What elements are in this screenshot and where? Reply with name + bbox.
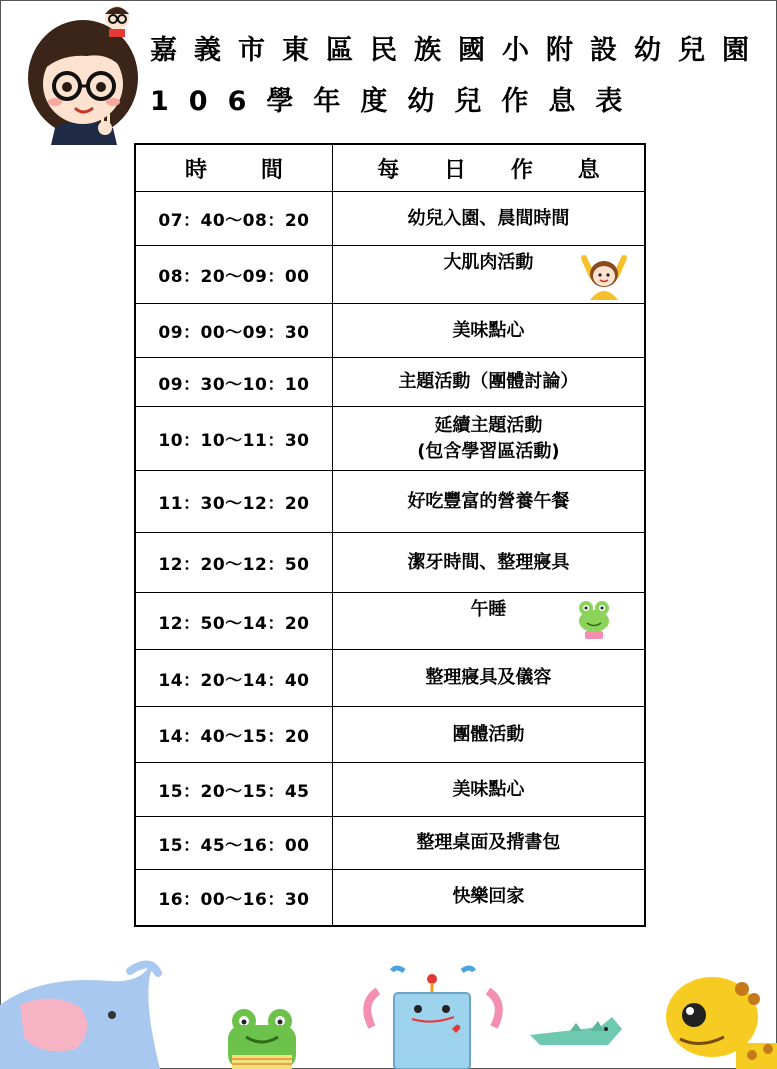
- table-row: [135, 650, 645, 707]
- activity-cell: 整理寢具及儀容: [332, 650, 645, 707]
- table-row: [135, 246, 645, 304]
- time-cell: 12：20～12：50: [135, 533, 332, 593]
- waving-girl-icon: [578, 254, 630, 300]
- activity-cell: 好吃豐富的營養午餐: [332, 471, 645, 533]
- table-row: [135, 817, 645, 870]
- time-cell: 07：40～08：20: [135, 192, 332, 246]
- bottom-animals-illustration: [0, 945, 777, 1069]
- activity-cell: 快樂回家: [332, 870, 645, 926]
- activity-cell: 美味點心: [332, 304, 645, 358]
- table-row: [135, 707, 645, 763]
- time-cell: 10：10～11：30: [135, 407, 332, 471]
- green-frog-icon: [228, 1009, 296, 1069]
- header: [150, 30, 766, 123]
- giraffe-icon: [666, 977, 777, 1069]
- time-cell: 16：00～16：30: [135, 870, 332, 926]
- cartoon-girl-glasses-icon: [25, 0, 150, 145]
- schedule-table: [134, 143, 646, 927]
- table-header-row: [135, 144, 645, 192]
- table-row: [135, 593, 645, 650]
- time-cell: 14：40～15：20: [135, 707, 332, 763]
- page-title: 嘉義市東區民族國小附設幼兒園: [150, 35, 766, 66]
- activity-cell: [332, 246, 645, 304]
- time-cell: 15：20～15：45: [135, 763, 332, 817]
- time-cell: 15：45～16：00: [135, 817, 332, 870]
- activity-cell: 潔牙時間、整理寢具: [332, 533, 645, 593]
- activity-cell: 幼兒入園、晨間時間: [332, 192, 645, 246]
- elephant-icon: [0, 962, 160, 1069]
- robot-icon: [367, 968, 499, 1069]
- activity-text: 大肌肉活動: [443, 252, 534, 273]
- activity-cell: 主題活動（團體討論）: [332, 358, 645, 407]
- time-cell: 12：50～14：20: [135, 593, 332, 650]
- time-cell: 09：30～10：10: [135, 358, 332, 407]
- activity-cell: 美味點心: [332, 763, 645, 817]
- frog-icon: [576, 599, 612, 641]
- activity-cell: [332, 593, 645, 650]
- crocodile-icon: [530, 1017, 622, 1045]
- time-cell: 11：30～12：20: [135, 471, 332, 533]
- table-row: [135, 407, 645, 471]
- time-cell: 08：20～09：00: [135, 246, 332, 304]
- table-row: [135, 358, 645, 407]
- page-subtitle: 106學年度幼兒作息表: [150, 86, 643, 117]
- activity-cell: 團體活動: [332, 707, 645, 763]
- activity-text: 延續主題活動: [434, 414, 543, 436]
- activity-cell: 整理桌面及揹書包: [332, 817, 645, 870]
- time-column-header: 時 間: [135, 144, 332, 192]
- activity-column-header: 每 日 作 息: [332, 144, 645, 192]
- table-row: [135, 304, 645, 358]
- activity-cell: [332, 407, 645, 471]
- activity-subtext: (包含學習區活動): [417, 440, 560, 462]
- activity-text: 午睡: [470, 599, 507, 620]
- table-row: [135, 192, 645, 246]
- table-row: [135, 763, 645, 817]
- table-row: [135, 533, 645, 593]
- time-cell: 14：20～14：40: [135, 650, 332, 707]
- time-cell: 09：00～09：30: [135, 304, 332, 358]
- table-row: [135, 471, 645, 533]
- table-row: [135, 870, 645, 926]
